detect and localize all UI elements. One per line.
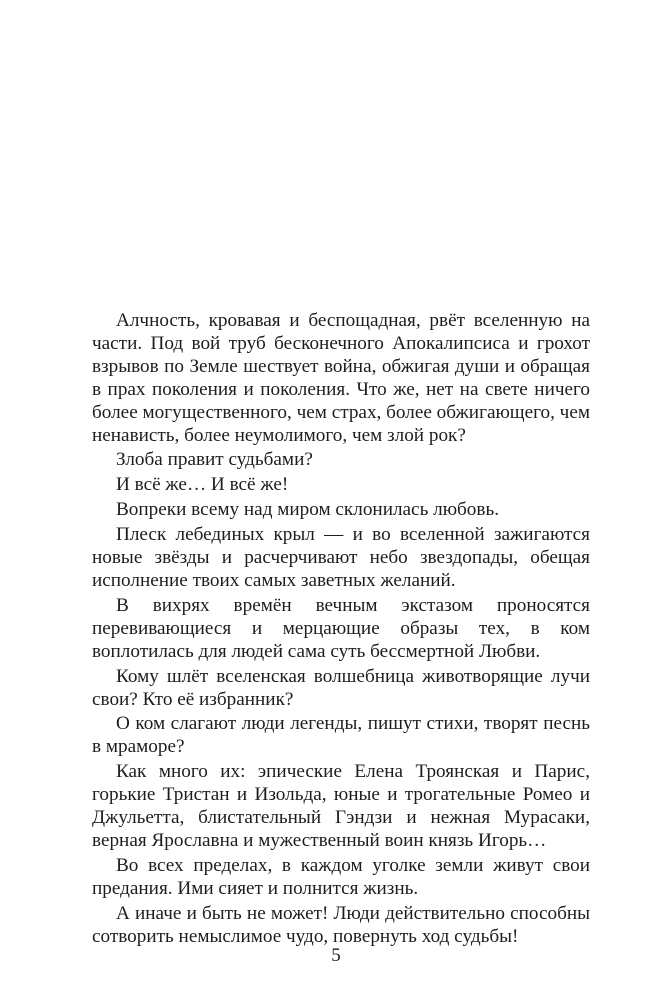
page-number: 5	[331, 945, 341, 966]
paragraph-1: Алчность, кровавая и беспощадная, рвёт вселенную на части. Под вой труб бесконечного Апокалипсиса и грохот взрывов по Земле шествует война, обжигая души и обращая в прах поколения и поколения. Что же, нет на свете ничего более могущественного, чем страх, более обжигающего, чем ненависть, более неумолимого, чем злой рок?	[92, 310, 590, 446]
paragraph-11: А иначе и быть не может! Люди действительно способны сотворить немыслимое чудо, повернуть ход судьбы!	[92, 902, 590, 947]
paragraph-7: Кому шлёт вселенская волшебница животворящие лучи свои? Кто её избранник?	[92, 665, 590, 710]
paragraph-9: Как много их: эпические Елена Троянская и Парис, горькие Тристан и Изольда, юные и трогательные Ромео и Джульетта, блистательный Гэндзи и нежная Мурасаки, верная Ярославна и мужественный воин князь Игорь…	[92, 761, 590, 851]
paragraph-8: О ком слагают люди легенды, пишут стихи, творят песнь в мраморе?	[92, 713, 590, 758]
paragraph-2: Злоба правит судьбами?	[116, 449, 313, 471]
paragraph-5: Плеск лебединых крыл — и во вселенной зажигаются новые звёзды и расчерчивают небо звездопады, обещая исполнение твоих самых заветных желаний.	[92, 524, 590, 591]
paragraph-10: Во всех пределах, в каждом уголке земли живут свои предания. Ими сияет и полнится жизнь.	[92, 854, 590, 899]
paragraph-6: В вихрях времён вечным экстазом проносятся перевивающиеся и мерцающие образы тех, в ком воплотилась для людей сама суть бессмертной Любви.	[92, 594, 590, 662]
paragraph-3: И всё же… И всё же!	[116, 474, 289, 496]
paragraph-4: Вопреки всему над миром склонилась любовь.	[116, 499, 499, 521]
body-text	[92, 310, 590, 950]
